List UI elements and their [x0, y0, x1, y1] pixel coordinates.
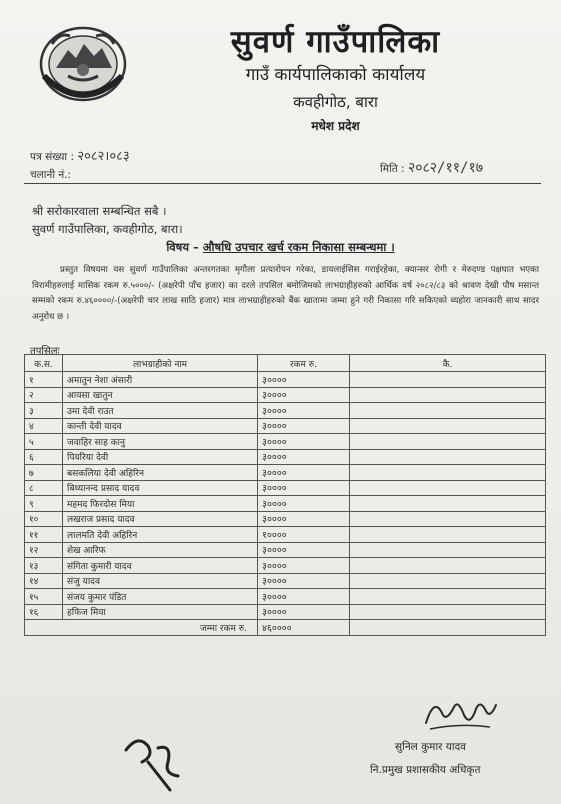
row-beneficiary-name: लखराज प्रसाद यादव — [63, 511, 258, 527]
letter-date — [380, 158, 483, 177]
table-row — [25, 434, 546, 450]
row-serial: १६ — [25, 604, 63, 620]
row-amount: ३०००० — [258, 542, 350, 558]
row-serial: १५ — [25, 589, 63, 605]
row-beneficiary-name: बिध्यानन्द प्रसाद यादव — [63, 480, 258, 496]
row-amount: ३०००० — [258, 604, 350, 620]
beneficiary-table — [24, 354, 546, 636]
table-row — [25, 527, 546, 543]
row-serial: ६ — [25, 449, 63, 465]
row-beneficiary-name: बसकलिया देवी अहिरिन — [63, 465, 258, 481]
total-label: जम्मा रकम रु. — [25, 620, 258, 636]
row-remarks — [350, 418, 546, 434]
table-total-row — [25, 620, 546, 636]
nepal-emblem-icon — [38, 24, 128, 104]
row-amount: ३०००० — [258, 589, 350, 605]
chalani-number: चलानी नं.: — [30, 169, 72, 181]
row-amount: ३०००० — [258, 449, 350, 465]
row-beneficiary-name: पियरिया देवी — [63, 449, 258, 465]
handwritten-mark-icon — [118, 728, 188, 798]
row-beneficiary-name: आयसा खातुन — [63, 387, 258, 403]
table-row — [25, 496, 546, 512]
row-beneficiary-name: कान्ती देवी यादव — [63, 418, 258, 434]
table-row — [25, 387, 546, 403]
table-row — [25, 542, 546, 558]
row-serial: ८ — [25, 480, 63, 496]
row-remarks — [350, 403, 546, 419]
row-beneficiary-name: संगिता कुमारी यादव — [63, 558, 258, 574]
row-amount: ३०००० — [258, 573, 350, 589]
row-amount: ३०००० — [258, 387, 350, 403]
patra-sankhya — [30, 146, 130, 164]
row-beneficiary-name: जवाहिर साह कानु — [63, 434, 258, 450]
row-amount: १०००० — [258, 527, 350, 543]
office-subtitle: गाउँ कार्यपालिकाको कार्यालय — [245, 65, 426, 85]
table-row — [25, 589, 546, 605]
row-amount: ३०००० — [258, 558, 350, 574]
row-amount: ३०००० — [258, 372, 350, 388]
office-location: कवहीगोठ, बारा — [293, 93, 378, 111]
row-beneficiary-name: हफिज मिया — [63, 604, 258, 620]
row-remarks — [350, 511, 546, 527]
table-row — [25, 465, 546, 481]
row-beneficiary-name: संजु यादव — [63, 573, 258, 589]
header-name: लाभग्राहीको नाम — [63, 355, 258, 372]
row-serial: १ — [25, 372, 63, 388]
subject-line — [0, 240, 561, 255]
address-line-1: श्री सरोकारवाला सम्बन्धित सबै । — [32, 204, 167, 218]
table-intro: तपसिलः — [30, 346, 60, 357]
row-serial: १३ — [25, 558, 63, 574]
table-row — [25, 511, 546, 527]
row-amount: ३०००० — [258, 480, 350, 496]
total-value: ४६०००० — [258, 620, 350, 636]
table-row — [25, 558, 546, 574]
table-row — [25, 372, 546, 388]
date-label: मिति : — [380, 163, 405, 175]
table-row — [25, 418, 546, 434]
row-serial: ४ — [25, 418, 63, 434]
row-remarks — [350, 558, 546, 574]
row-remarks — [350, 465, 546, 481]
subject-text: औषधि उपचार खर्च रकम निकासा सम्बन्धमा । — [202, 240, 395, 254]
header-divider — [24, 183, 541, 184]
patra-value: २०८२।०८३ — [77, 149, 130, 164]
body-paragraph: प्रस्तुत विषयमा यस सुवर्ण गाउँपालिका अन्तरगतका मृगौला प्रत्यारोपन गरेका, डायलाईसिस गराईरहेका, क्यान्सर रोगी र मेरुदण्ड पक्षघात भएका विरामीहरुलाई मासिक रकम रु.५०००/- (अक्षरेपी पाँच हजार) का दरले तपसिल बमोजिमको लाभग्राहीहरुको आर्थिक वर्ष २०८२/८३ को श्रावण देखी पौष मसान्त सम्मको रकम रु.४६००००/-(अक्षरेपी चार लाख साठि हजार) मात्र लाभग्राहीहरुको बैंक खातामा जम्मा हुने गरी निकासा गरि सकिएको व्यहोरा जानकारी साथ सादर अनुरोध छ । — [32, 265, 539, 322]
header-serial: क.स. — [25, 355, 63, 372]
signatory-name: सुनिल कुमार यादव — [395, 741, 467, 753]
table-row — [25, 403, 546, 419]
office-province: मधेश प्रदेश — [311, 119, 360, 133]
total-remarks — [350, 620, 546, 636]
row-serial: ३ — [25, 403, 63, 419]
row-beneficiary-name: अमातुन नेशा अंसारी — [63, 372, 258, 388]
row-amount: ३०००० — [258, 496, 350, 512]
row-remarks — [350, 527, 546, 543]
row-serial: ९ — [25, 496, 63, 512]
row-serial: १० — [25, 511, 63, 527]
row-remarks — [350, 604, 546, 620]
table-header-row — [25, 355, 546, 372]
patra-label: पत्र संख्या : — [30, 151, 75, 163]
row-beneficiary-name: महमद फिरदोस मिया — [63, 496, 258, 512]
row-serial: १४ — [25, 573, 63, 589]
signature-icon — [420, 693, 500, 733]
table-row — [25, 604, 546, 620]
row-serial: ११ — [25, 527, 63, 543]
row-serial: १२ — [25, 542, 63, 558]
row-serial: ७ — [25, 465, 63, 481]
row-amount: ३०००० — [258, 418, 350, 434]
row-serial: २ — [25, 387, 63, 403]
row-remarks — [350, 573, 546, 589]
date-value: २०८२/११/१७ — [407, 160, 484, 176]
row-remarks — [350, 542, 546, 558]
row-beneficiary-name: उमा देवी राउत — [63, 403, 258, 419]
row-serial: ५ — [25, 434, 63, 450]
header-remarks: कै. — [350, 355, 546, 372]
row-remarks — [350, 387, 546, 403]
address-line-2: सुवर्ण गाउँपालिका, कवहीगोठ, बारा। — [32, 222, 183, 236]
row-amount: ३०००० — [258, 403, 350, 419]
row-amount: ३०००० — [258, 511, 350, 527]
table-row — [25, 573, 546, 589]
row-beneficiary-name: शेख आरिफ — [63, 542, 258, 558]
header-amount: रकम रु. — [258, 355, 350, 372]
letter-body — [32, 263, 539, 325]
row-remarks — [350, 372, 546, 388]
table-row — [25, 449, 546, 465]
office-name: सुवर्ण गाउँपालिका — [230, 24, 441, 60]
signatory-title: नि.प्रमुख प्रशासकीय अधिकृत — [370, 764, 481, 776]
row-beneficiary-name: संजय कुमार पंडित — [63, 589, 258, 605]
table-row — [25, 480, 546, 496]
row-remarks — [350, 589, 546, 605]
row-remarks — [350, 449, 546, 465]
row-amount: ३०००० — [258, 465, 350, 481]
subject-prefix: विषय – — [166, 240, 199, 254]
row-remarks — [350, 496, 546, 512]
row-beneficiary-name: लालमति देवी अहिरिन — [63, 527, 258, 543]
row-amount: ३०००० — [258, 434, 350, 450]
row-remarks — [350, 434, 546, 450]
row-remarks — [350, 480, 546, 496]
